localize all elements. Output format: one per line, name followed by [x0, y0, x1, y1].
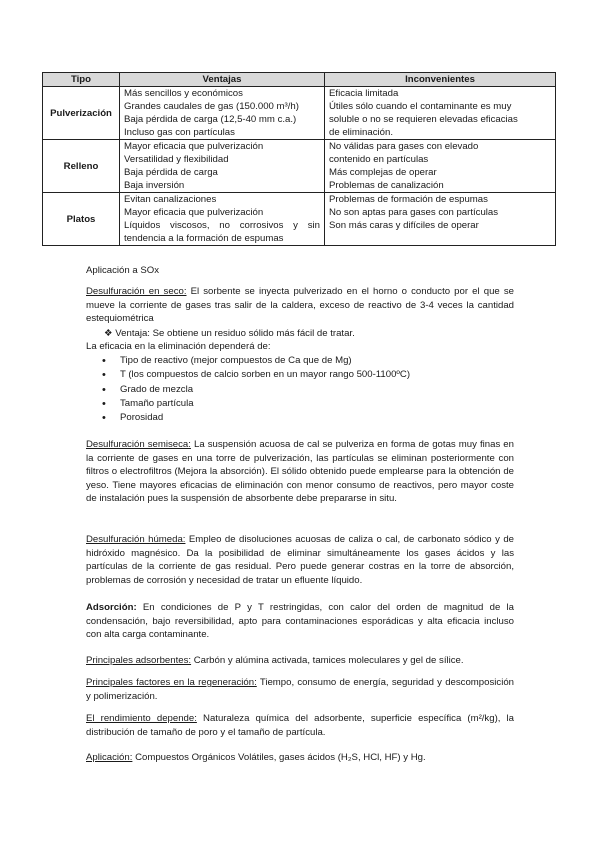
semiseca-text: La suspensión acuosa de cal se pulveriza en forma de gotas muy finas en la corriente de gases en una torre de pulverización, las partículas se eliminan posteriormente con filtros o electrofiltros (Mejora la absorción). El sólido obtenido puede emplearse para la obtención de yeso. Tiene mayores eficacias de eliminación con menor consumo de reactivos, pero mayor coste de instalación pues la suspensión de absorbente debe prepararse in situ.: [86, 439, 514, 504]
rendimiento-title: El rendimiento depende:: [86, 713, 197, 724]
seco-paragraph: [86, 285, 514, 326]
aplicacion-title: Aplicación:: [86, 752, 133, 763]
inconveniente-line: No válidas para gases con elevado: [329, 141, 479, 152]
aplicacion-text: Compuestos Orgánicos Volátiles, gases ácidos (H₂S, HCl, HF) y Hg.: [132, 752, 426, 763]
row-ventajas: [120, 193, 325, 246]
ventaja-line: Evitan canalizaciones: [124, 194, 217, 205]
row-tipo: Relleno: [43, 140, 120, 193]
adsorcion-title: Adsorción:: [86, 602, 137, 613]
seco-ventaja-item: [104, 327, 355, 341]
adsorcion-text: En condiciones de P y T restringidas, con calor del orden de magnitud de la condensación, bajo reversibilidad, apto para contaminaciones esporádicas y alta eficacia incluso con alta carga contaminante.: [86, 602, 514, 640]
inconveniente-line: Problemas de canalización: [329, 180, 444, 191]
inconveniente-line: [329, 232, 551, 245]
semiseca-title: Desulfuración semiseca:: [86, 439, 191, 450]
row-inconvenientes: [325, 87, 556, 140]
adsorbentes-text: Carbón y alúmina activada, tamices moleculares y gel de sílice.: [191, 655, 464, 666]
comparison-table: [42, 72, 556, 246]
inconveniente-line: Problemas de formación de espumas: [329, 194, 488, 205]
row-ventajas: [120, 140, 325, 193]
row-inconvenientes: [325, 193, 556, 246]
seco-text: El sorbente se inyecta pulverizado en el horno o conducto por el que se mueve la corriente de gases tras salir de la caldera, exceso de reactivo de 3-4 veces la cantidad estequiométrica: [86, 286, 514, 324]
inconveniente-line: de eliminación.: [329, 127, 393, 138]
regeneracion-paragraph: [86, 676, 514, 703]
inconveniente-line: soluble o no se requieren elevadas eficacias: [329, 114, 518, 125]
ventaja-line: Mayor eficacia que pulverización: [124, 141, 264, 152]
list-item: • Grado de mezcla: [102, 383, 410, 397]
adsorbentes-paragraph: [86, 654, 514, 668]
adsorcion-paragraph: [86, 601, 514, 642]
list-item: • Tipo de reactivo (mejor compuestos de Ca que de Mg): [102, 354, 410, 368]
row-tipo: Platos: [43, 193, 120, 246]
inconveniente-line: contenido en partículas: [329, 154, 429, 165]
inconveniente-line: Útiles sólo cuando el contaminante es muy: [329, 101, 512, 112]
ventaja-line: Más sencillos y económicos: [124, 88, 243, 99]
eficacia-intro: La eficacia en la eliminación dependerá de:: [86, 341, 271, 352]
header-tipo: Tipo: [43, 73, 120, 87]
row-inconvenientes: [325, 140, 556, 193]
rendimiento-paragraph: [86, 712, 514, 739]
aplicacion-paragraph: [86, 751, 514, 765]
header-inconvenientes: Inconvenientes: [325, 73, 556, 87]
factores-list: [102, 354, 410, 425]
ventaja-line: Baja inversión: [124, 180, 185, 191]
diamond-bullet-icon: ❖: [104, 328, 116, 339]
ventaja-line: Baja pérdida de carga (12,5-40 mm c.a.): [124, 114, 297, 125]
ventaja-line: Líquidos viscosos, no corrosivos y sin: [124, 220, 320, 231]
inconveniente-line: No son aptas para gases con partículas: [329, 207, 499, 218]
regeneracion-title: Principales factores en la regeneración:: [86, 677, 257, 688]
list-item: • Porosidad: [102, 411, 410, 425]
ventaja-line: tendencia a la formación de espumas: [124, 233, 284, 244]
humeda-paragraph: [86, 533, 514, 587]
inconveniente-line: Eficacia limitada: [329, 88, 399, 99]
humeda-title: Desulfuración húmeda:: [86, 534, 186, 545]
table-row: [43, 87, 556, 140]
seco-ventaja: Ventaja: Se obtiene un residuo sólido más fácil de tratar.: [115, 328, 355, 339]
ventaja-line: Grandes caudales de gas (150.000 m³/h): [124, 101, 299, 112]
aplicacion-sox-heading: Aplicación a SOx: [86, 265, 160, 276]
ventaja-line: Baja pérdida de carga: [124, 167, 218, 178]
ventaja-line: Mayor eficacia que pulverización: [124, 207, 264, 218]
seco-title: Desulfuración en seco:: [86, 286, 187, 297]
regeneracion-text: Tiempo, consumo de energía, seguridad y descomposición y polimerización.: [86, 677, 514, 702]
list-item: • T (los compuestos de calcio sorben en un mayor rango 500-1100ºC): [102, 368, 410, 382]
humeda-text: Empleo de disoluciones acuosas de caliza o cal, de carbonato sódico y de hidróxido magnésico. Da la posibilidad de eliminar simultáneamente los gases ácidos y las partículas de la corriente de gas residual. Pero puede generar costras en la torre de absorción, problemas de corrosión y necesidad de tratar un efluente líquido.: [86, 534, 514, 586]
adsorbentes-title: Principales adsorbentes:: [86, 655, 192, 666]
ventaja-line: Incluso gas con partículas: [124, 127, 235, 138]
rendimiento-text: Naturaleza química del adsorbente, superficie específica (m²/kg), la distribución de tamaño de poro y el tamaño de partícula.: [86, 713, 515, 738]
row-tipo: Pulverización: [43, 87, 120, 140]
table-header-row: [43, 73, 556, 87]
row-ventajas: [120, 87, 325, 140]
header-ventajas: Ventajas: [120, 73, 325, 87]
table-row: [43, 140, 556, 193]
list-item: • Tamaño partícula: [102, 397, 410, 411]
inconveniente-line: Son más caras y difíciles de operar: [329, 220, 479, 231]
ventaja-line: Versatilidad y flexibilidad: [124, 154, 229, 165]
table-row: [43, 193, 556, 246]
semiseca-paragraph: [86, 438, 514, 506]
inconveniente-line: Más complejas de operar: [329, 167, 437, 178]
